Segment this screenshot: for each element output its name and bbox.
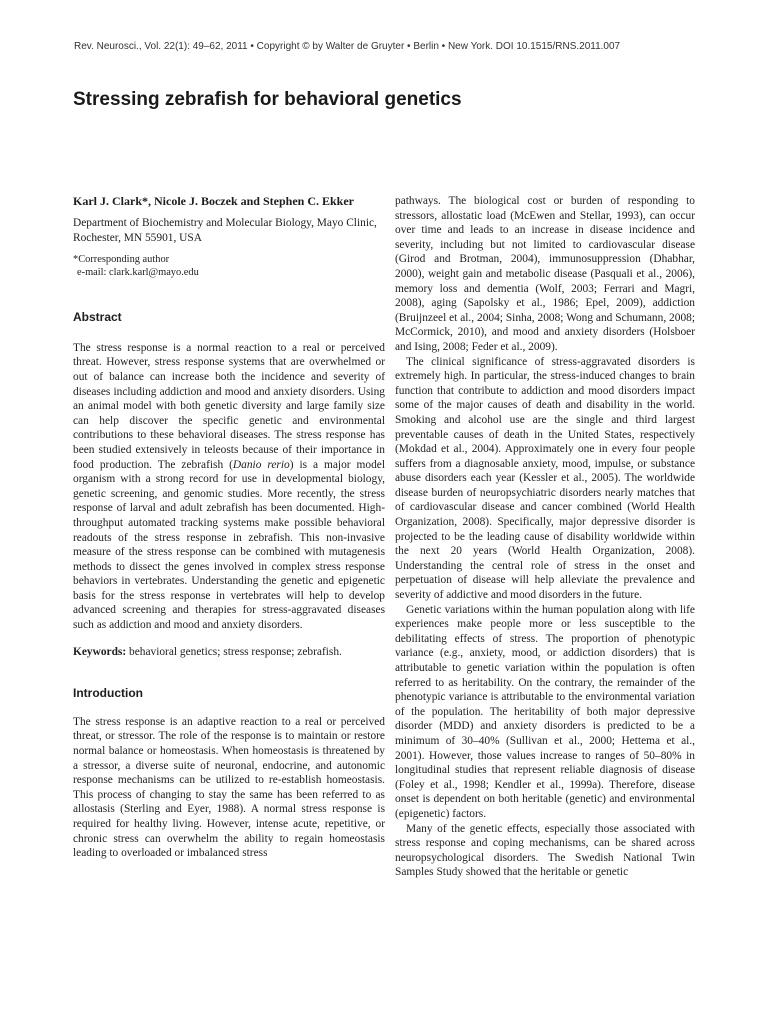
keywords-label: Keywords: [73, 645, 127, 658]
body-paragraph-3: Genetic variations within the human population along with life experiences make people more or less susceptible to the debilitating effects of stress. The proportion of phenotypic variance (e.g., anxiety, mood, or addiction disorders) that is attributable to genetic variation within the population is often referred to as heritability. On the contrary, the remainder of the phenotypic variance is attributable to the environmental variation of the population. The heritability of both major depressive disorder (MDD) and anxiety disorders is predicted to be a minimum of 30–40% (Sullivan et al., 2000; Hettema et al., 2001). However, those values increase to ranges of 50–80% in longitudinal studies that represent reliable diagnosis of disease (Foley et al., 1998; Kendler et al., 1999a). Therefore, disease onset is dependent on both heritable (genetic) and environmental (epigenetic) factors. [395, 603, 695, 820]
author-list: Karl J. Clark*, Nicole J. Boczek and Stephen C. Ekker [73, 194, 354, 208]
affiliation: Department of Biochemistry and Molecular Biology, Mayo Clinic, Rochester, MN 55901, USA [73, 217, 377, 244]
body-paragraph-2: The clinical significance of stress-aggravated disorders is extremely high. In particular, the stress-induced changes to brain function that contribute to addiction and mood disorders impact some of the major causes of death and disability in the world. Smoking and alcohol use are the single and third largest preventable causes of death in the United States, respectively (Mokdad et al., 2004). Approximately one in every four people suffers from a diagnosable anxiety, mood, impulse, or substance abuse disorders each year (Kessler et al., 2005). The worldwide disease burden of neuropsychiatric disorders nearly matches that of cardiovascular disease and cancer combined (World Health Organization, 2008). Specifically, major depressive disorder is projected to be the leading cause of disability worldwide within the next 20 years (World Health Organization, 2008). Understanding the central role of stress in the onset and perpetuation of disease will help alleviate the prevalence and severity of addictive and mood disorders in the future. [395, 355, 695, 602]
abstract-text [73, 341, 385, 633]
introduction-heading: Introduction [73, 686, 143, 701]
corresponding-label: *Corresponding author [73, 254, 170, 266]
article-title: Stressing zebrafish for behavioral genetics [73, 89, 462, 110]
left-column [73, 194, 385, 861]
introduction-paragraph: The stress response is an adaptive reaction to a real or perceived threat, or stressor. The role of the response is to maintain or restore normal balance or homeostasis. When homeostasis is threatened by a stressor, a diverse suite of neuronal, endocrine, and autonomic response mechanisms can be utilized to re-establish homeostasis. This process of changing to stay the same has been referred to as allostasis (Sterling and Eyer, 1988). A normal stress response is required for healthy living. However, intense acute, repetitive, or chronic stress can overwhelm the ability to regain homeostasis leading to overloaded or imbalanced stress [73, 715, 385, 860]
right-column [395, 194, 695, 880]
keywords-list: behavioral genetics; stress response; zebrafish. [126, 645, 342, 658]
species-name: Danio rerio [232, 458, 290, 471]
running-head: Rev. Neurosci., Vol. 22(1): 49–62, 2011 • Copyright © by Walter de Gruyter • Berlin • New York. DOI 10.1515/RNS.2011.007 [74, 41, 621, 52]
abstract-heading: Abstract [73, 310, 122, 325]
corresponding-author [73, 254, 385, 279]
keywords [73, 645, 385, 660]
corresponding-email: e-mail: clark.karl@mayo.edu [77, 266, 199, 278]
abstract-text-part-1: The stress response is a normal reaction to a real or perceived threat. However, stress response systems that are overwhelmed or out of balance can increase both the incidence and severity of diseases including addiction and mood and anxiety disorders. Using an animal model with both genetic diversity and large family size can help discover the specific genetic and environmental contributions to these behavioral diseases. The stress response has been studied extensively in teleosts because of their importance in food production. The zebrafish ( [73, 341, 385, 471]
body-paragraph-1: pathways. The biological cost or burden of responding to stressors, allostatic load (McEwen and Stellar, 1993), can occur over time and leads to an increase in disease incidence and severity, including but not limited to cardiovascular disease (Girod and Brotman, 2004), immunosuppression (Dhabhar, 2000), weight gain and metabolic disease (Pasquali et al., 2006), memory loss and dementia (Wolf, 2003; Ferrari and Magri, 2008), aging (Sapolsky et al., 1986; Epel, 2009), addiction (Bruijnzeel et al., 2004; Sinha, 2008; Wong and Schumann, 2008; McCormick, 2010), and mood and anxiety disorders (Holsboer and Ising, 2008; Feder et al., 2009). [395, 195, 695, 353]
abstract-text-part-2: ) is a major model organism with a strong record for use in developmental biology, genetic screening, and genomic studies. More recently, the stress response of larval and adult zebrafish has been documented. High-throughput automated tracking systems make possible behavioral readouts of the stress response in zebrafish. This non-invasive measure of the stress response can be combined with mutagenesis methods to dissect the genes involved in complex stress response behaviors in vertebrates. Understanding the genetic and epigenetic basis for the stress response in vertebrates will help to develop advanced screening and therapies for stress-aggravated diseases such as addiction and mood and anxiety disorders. [73, 458, 385, 632]
body-paragraph-4: Many of the genetic effects, especially those associated with stress response and coping mechanisms, can be shared across neuropsychological disorders. The Swedish National Twin Samples Study showed that the heritable or genetic [395, 822, 695, 879]
